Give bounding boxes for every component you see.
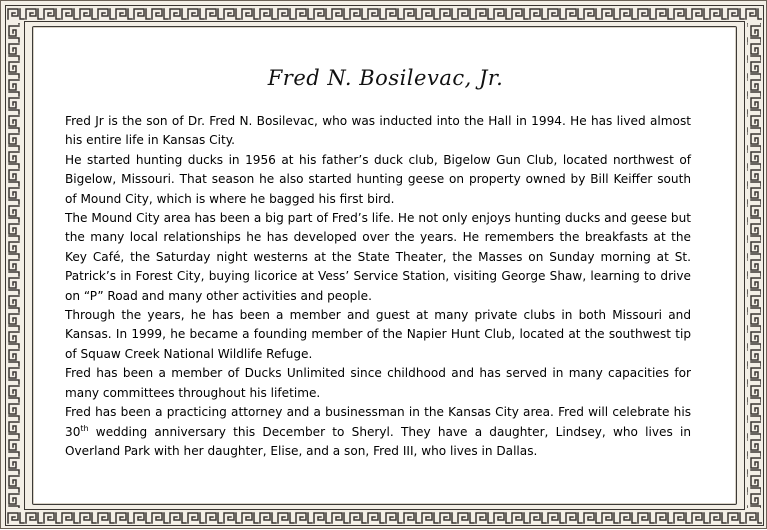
content-panel <box>32 26 737 505</box>
paragraph: The Mound City area has been a big part of Fred’s life. He not only enjoys hunting ducks and geese but the many local relationships he has developed over the years. He remembers the breakfasts at the Key Café, the Saturday night westerns at the State Theater, the Masses on Sunday morning at St. Patrick’s in Forest City, buying licorice at Vess’ Service Station, visiting George Shaw, learning to drive on “P” Road and many other activities and people. <box>65 211 691 303</box>
biography-text <box>65 112 691 461</box>
paragraph: Through the years, he has been a member and guest at many private clubs in both Missouri and Kansas. In 1999, he became a founding member of the Napier Hunt Club, located at the southwest tip of Squaw Creek National Wildlife Refuge. <box>65 308 691 361</box>
paragraph: Fred Jr is the son of Dr. Fred N. Bosilevac, who was inducted into the Hall in 1994. He has lived almost his entire life in Kansas City. <box>65 114 691 148</box>
paragraph: He started hunting ducks in 1956 at his father’s duck club, Bigelow Gun Club, located northwest of Bigelow, Missouri. That season he also started hunting geese on property owned by Bill Keiffer south of Mound City, which is where he bagged his first bird. <box>65 152 691 206</box>
paragraph-text: Fred has been a practicing attorney and a businessman in the Kansas City area. Fred will celebrate his 30 <box>65 405 691 439</box>
page-title: Fred N. Bosilevac, Jr. <box>267 66 504 90</box>
paragraph: Fred has been a member of Ducks Unlimited since childhood and has served in many capacities for many committees throughout his lifetime. <box>65 366 691 400</box>
ordinal-suffix: th <box>80 423 89 433</box>
paragraph-last <box>65 403 691 461</box>
paragraph-text: wedding anniversary this December to Sheryl. They have a daughter, Lindsey, who lives in Overland Park with her daughter, Elise, and a son, Fred III, who lives in Dallas. <box>65 424 691 458</box>
